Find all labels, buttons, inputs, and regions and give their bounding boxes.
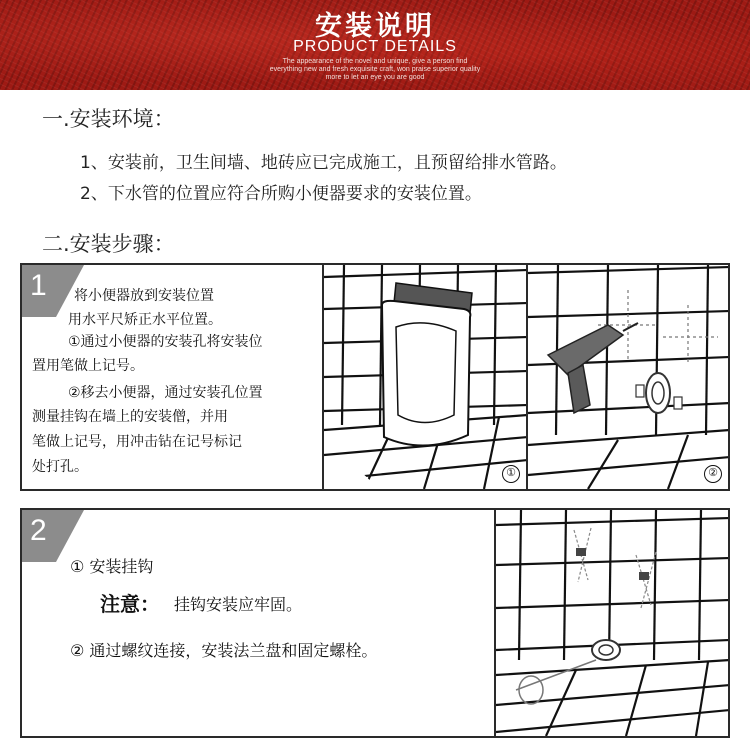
step-1-number: 1 [30, 269, 47, 302]
drill-wall-drawing [528, 265, 728, 489]
step-1-line-7: 笔做上记号，用冲击钻在记号标记 [32, 434, 242, 450]
step-1-line-5: ②移去小便器，通过安装孔位置 [68, 385, 263, 401]
environment-heading: 一.安装环境： [42, 107, 175, 131]
step-2-note-text: 挂钩安装应牢固。 [174, 595, 303, 614]
step-1-illustration-urinal [322, 265, 526, 489]
environment-item-1: 1、安装前，卫生间墙、地砖应已完成施工，且预留给排水管路。 [80, 153, 567, 173]
step-1-line-6: 测量挂钩在墙上的安装僧，并用 [32, 409, 228, 425]
step-1-line-2: 用水平尺矫正水平位置。 [68, 312, 222, 328]
step-2-number: 2 [30, 514, 47, 547]
step-1-box [20, 263, 730, 491]
banner-title: 安装说明 [315, 11, 435, 42]
step-2-item-2: ② 通过螺纹连接，安装法兰盘和固定螺栓。 [70, 641, 378, 660]
hook-flange-drawing [496, 510, 728, 736]
panel-1-label: ① [502, 465, 520, 483]
banner-tagline-1: The appearance of the novel and unique, give a person find [282, 58, 468, 65]
tiled-wall-urinal-drawing [324, 265, 526, 489]
step-1-line-4: 置用笔做上记号。 [32, 358, 144, 374]
step-2-illustration [494, 510, 728, 736]
panel-2-label: ② [704, 465, 722, 483]
step-2-box [20, 508, 730, 738]
step-1-line-8: 处打孔。 [32, 459, 88, 475]
step-1-line-1: 将小便器放到安装位置 [74, 288, 214, 304]
steps-heading: 二.安装步骤： [42, 232, 175, 256]
step-2-note-label: 注意： [100, 592, 160, 616]
environment-item-2: 2、下水管的位置应符合所购小便器要求的安装位置。 [80, 184, 482, 204]
banner-tagline-3: more to let an eye you are good [325, 74, 425, 81]
header-banner [0, 0, 750, 90]
step-1-illustration-drill [526, 265, 728, 489]
step-1-line-3: ①通过小便器的安装孔将安装位 [68, 334, 263, 350]
banner-tagline-2: everything new and fresh exquisite craft, won praise superior quality [269, 66, 481, 73]
step-2-item-1: ① 安装挂钩 [70, 557, 154, 576]
banner-subtitle: PRODUCT DETAILS [293, 38, 457, 55]
